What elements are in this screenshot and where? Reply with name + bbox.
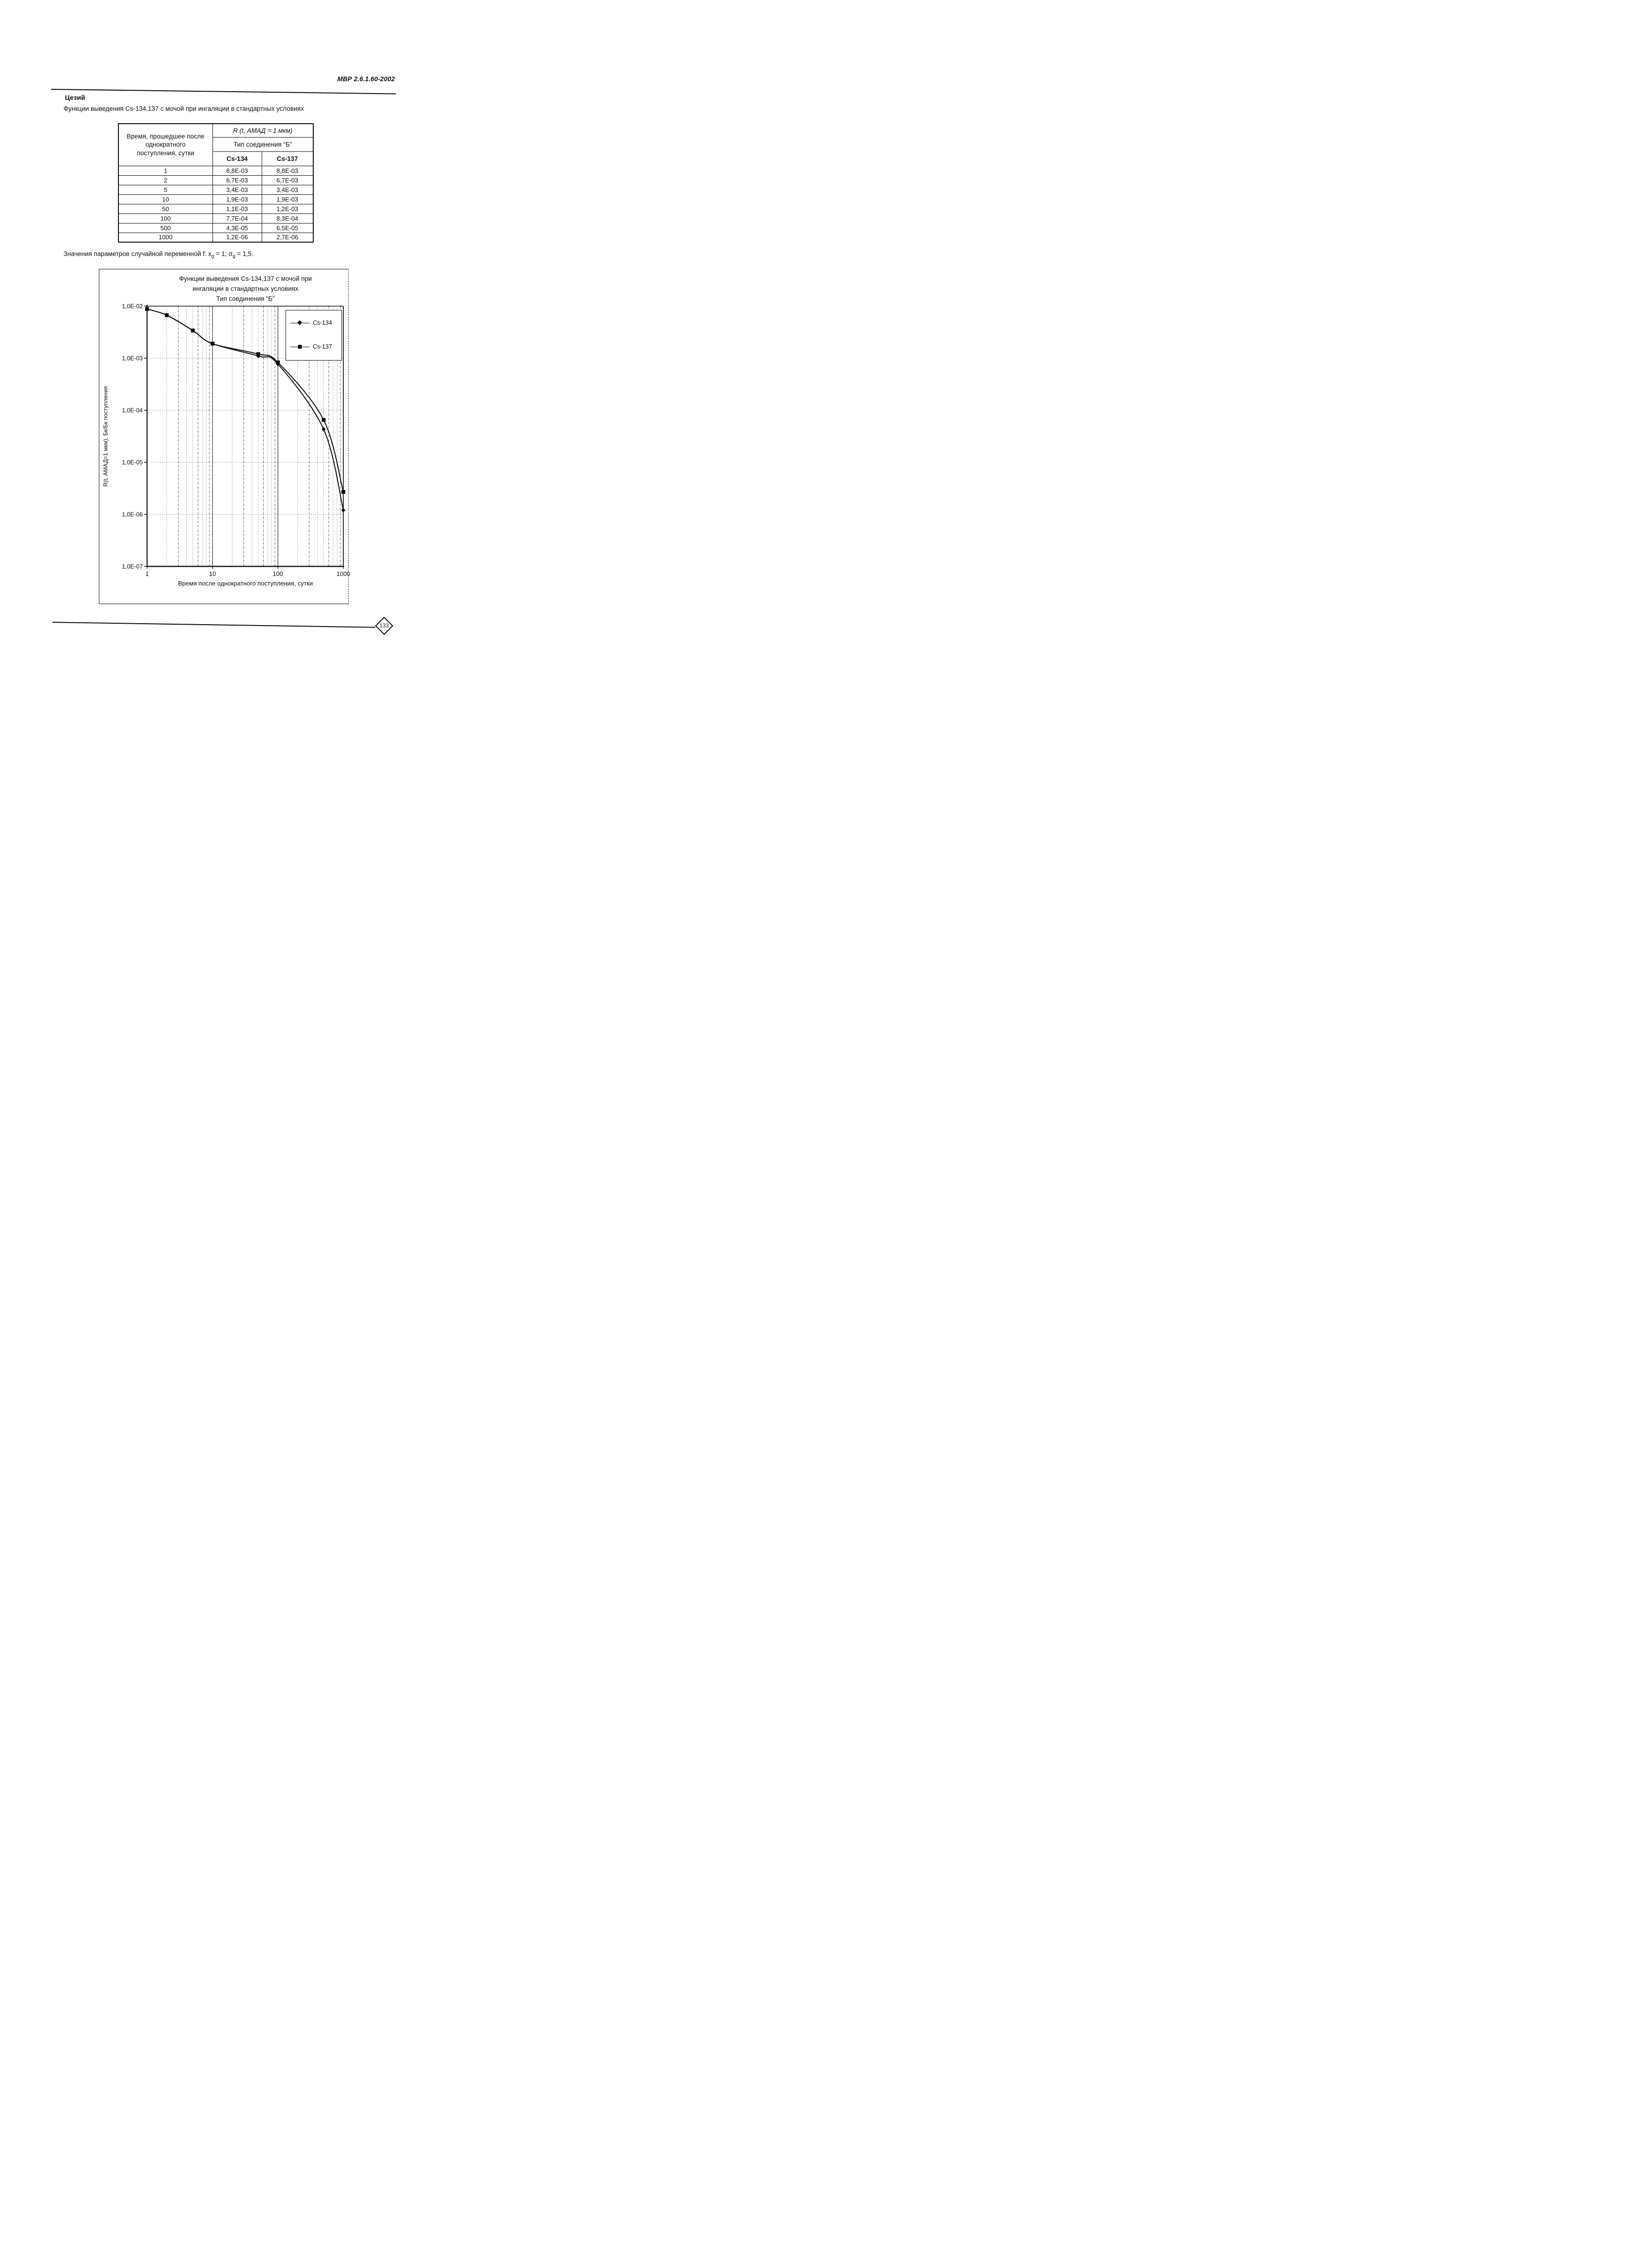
table-cell: 6,7E-03 (212, 175, 262, 185)
square-marker-icon (341, 490, 345, 494)
square-marker-icon (298, 345, 302, 349)
x-tick-label: 100 (273, 570, 283, 577)
x-tick-label: 10 (209, 570, 216, 577)
params-subscript: g (211, 254, 214, 259)
x-tick-label: 1 (145, 570, 149, 577)
table-cell: 1,2E-03 (262, 204, 313, 213)
table-row (118, 185, 313, 194)
square-marker-icon (276, 361, 280, 364)
table-cell: 1000 (118, 233, 212, 242)
table-body (118, 166, 313, 242)
section-title: Цезий (65, 94, 85, 101)
params-text (64, 250, 254, 259)
y-tick-label: 1,0E-02 (122, 303, 143, 310)
square-marker-icon (165, 313, 169, 317)
y-tick-label: 1,0E-06 (122, 511, 143, 518)
legend-label: Cs-137 (313, 343, 332, 350)
legend-label: Cs-134 (313, 319, 332, 326)
chart-legend (286, 310, 342, 361)
chart-title-line1: Функции выведения Cs-134,137 с мочой при (179, 275, 312, 282)
table-row (118, 166, 313, 175)
table-cell: 100 (118, 213, 212, 223)
y-axis-title: R(t, АМАД=1 мкм), Бк/Бк поступления (102, 386, 109, 487)
x-axis-title: Время после однократного поступления, сутки (178, 580, 313, 587)
y-tick-label: 1,0E-05 (122, 459, 143, 466)
table-cell: 8,8E-03 (212, 166, 262, 175)
diamond-marker-icon (322, 427, 326, 432)
table-cell: 1,1E-03 (212, 204, 262, 213)
table-col-header-cs137: Cs-137 (262, 151, 313, 166)
table-col1-header: Время, прошедшее после однократного поступления, сутки (118, 124, 212, 166)
table-subheader: Тип соединения “Б” (212, 137, 313, 151)
square-marker-icon (256, 352, 260, 356)
table-row (118, 213, 313, 223)
x-tick-label: 1000 (336, 570, 350, 577)
params-subscript: g (233, 254, 235, 259)
table-cell: 8,8E-03 (262, 166, 313, 175)
table-row (118, 233, 313, 242)
table-cell: 1,9E-03 (212, 194, 262, 204)
footer-rule (53, 622, 375, 628)
legend-entry-cs134 (290, 319, 332, 327)
table-row (118, 194, 313, 204)
square-marker-icon (191, 329, 195, 332)
header-rule (51, 89, 396, 94)
table-cell: 2,7E-06 (262, 233, 313, 242)
table-cell: 2 (118, 175, 212, 185)
params-fragment: = 1; σ (214, 250, 233, 257)
table-cell: 3,4E-03 (262, 185, 313, 194)
chart-title-line2: ингаляции в стандартных условиях (192, 285, 298, 292)
table-cell: 10 (118, 194, 212, 204)
table-cell: 4,3E-05 (212, 223, 262, 233)
chart-box (99, 269, 349, 604)
params-fragment: = 1,5. (235, 250, 254, 257)
page-number: 133 (379, 623, 389, 629)
page-number-diamond (375, 617, 393, 635)
y-tick-label: 1,0E-07 (122, 563, 143, 570)
square-marker-icon (211, 342, 214, 346)
table-cell: 6,7E-03 (262, 175, 313, 185)
excretion-table (118, 123, 314, 243)
chart-title-line3: Тип соединения “Б” (216, 295, 275, 302)
table-cell: 1 (118, 166, 212, 175)
table-cell: 6,5E-05 (262, 223, 313, 233)
table-cell: 8,3E-04 (262, 213, 313, 223)
table-row (118, 175, 313, 185)
document-reference: МВР 2.6.1.60-2002 (337, 75, 395, 83)
table-cell: 50 (118, 204, 212, 213)
table-cell: 1,2E-06 (212, 233, 262, 242)
diamond-marker-icon (341, 508, 345, 513)
diamond-marker-icon (297, 320, 302, 325)
table-cell: 5 (118, 185, 212, 194)
legend-entry-cs137 (290, 342, 332, 351)
y-tick-label: 1,0E-04 (122, 407, 143, 414)
table-row (118, 223, 313, 233)
table-cell: 1,9E-03 (262, 194, 313, 204)
table-cell: 500 (118, 223, 212, 233)
y-tick-label: 1,0E-03 (122, 355, 143, 362)
section-subtitle: Функции выведения Cs-134,137 с мочой при ингаляции в стандартных условиях (64, 105, 304, 112)
table-row (118, 204, 313, 213)
params-fragment: Значения параметров случайной переменной f: x (64, 250, 212, 257)
table-col-header-cs134: Cs-134 (212, 151, 262, 166)
table-span-header: R (t, АМАД = 1 мкм) (212, 124, 313, 137)
table-cell: 7,7E-04 (212, 213, 262, 223)
document-page (0, 0, 549, 756)
table-header-body (118, 124, 313, 166)
square-marker-icon (322, 418, 326, 422)
table-cell: 3,4E-03 (212, 185, 262, 194)
